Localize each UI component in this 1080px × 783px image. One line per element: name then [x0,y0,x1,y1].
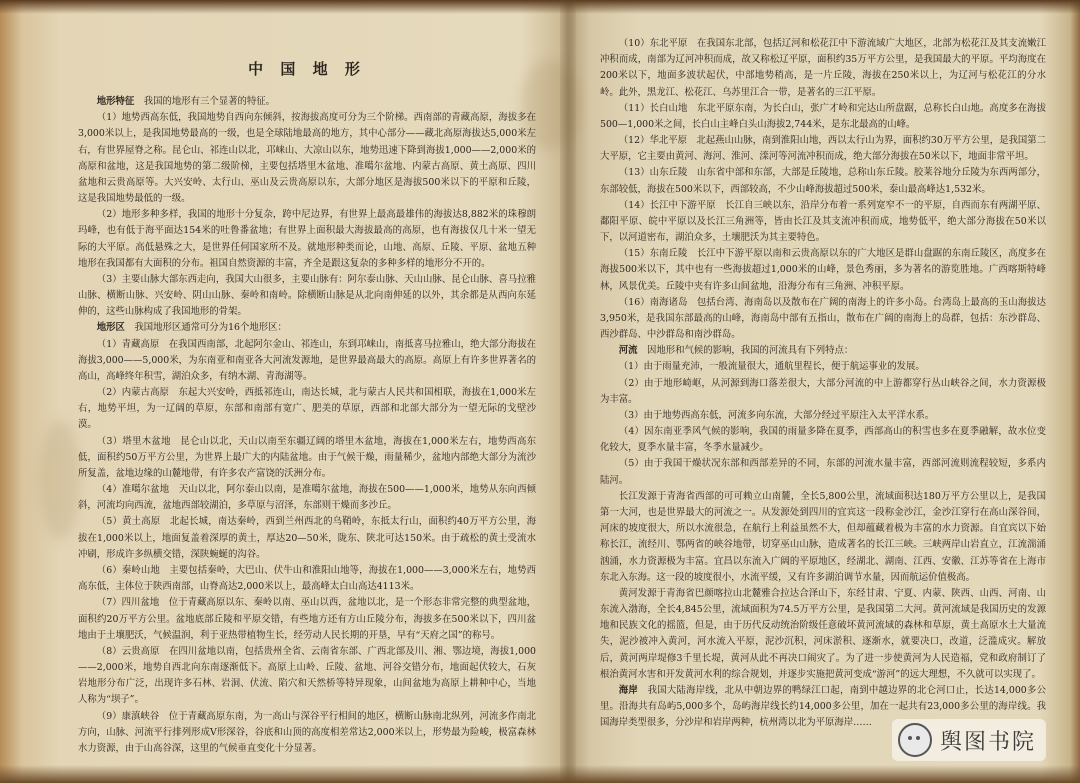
paragraph-text: （8）云贵高原 在四川盆地以南，包括贵州全省、云南省东部、广西北部及川、湘、鄂边境，海拔1,000——2,000米，地势自西北向东南逐渐低下。高原上山岭、丘陵、盆地、河谷交错分布，地面起伏较大，石灰岩地形分布广泛，出现许多石林、岩洞、伏流、陷穴和天然桥等特异现象，山间盆地为高原上耕种中心，当地人称为“坝子”。 [78,645,536,706]
section-heading: 河流 [618,345,638,357]
paragraph [600,489,1046,586]
watermark-text: 舆图书院 [939,729,1036,755]
paragraph [600,376,1046,408]
paragraph-text: （7）四川盆地 位于青藏高原以东、秦岭以南、巫山以西，盆地以北，是一个形态非常完整的典型盆地，面积约20万平方公里。盆地底部丘陵和平原交错，有些地方还有方山丘陵分布，海拔多在500米以下，四川盆地由于土壤肥沃，气候温润，利于亚热带植物生长，经劳动人民长期的开垦，早有“天府之国”的称号。 [78,597,536,641]
wechat-icon [898,723,932,757]
paragraph [78,644,536,709]
paragraph [78,595,536,644]
paragraph [78,709,536,758]
right-page [600,36,1046,731]
right-page-body [600,36,1046,731]
paragraph-text: （13）山东丘陵 山东省中部和东部，大部是丘陵地，总称山东丘陵。胶莱谷地分丘陵为东西两部分，东部较低，海拔在500米以下，西部较高，不少山峰海拔超过500米，泰山最高峰达1,532米。 [600,167,1046,195]
paragraph-text: （16）南海诸岛 包括台湾、海南岛以及散布在广阔的南海上的许多小岛。台湾岛上最高的玉山海拔达3,950米，是我国东部最高的山峰，海南岛中部有五指山，散布在广阔的南海上的岛群，包括：东沙群岛、西沙群岛、中沙群岛和南沙群岛。 [600,296,1046,341]
paragraph-text: （3）由于地势西高东低，河流多向东流，大部分经过平原注入太平洋水系。 [618,409,935,421]
paragraph-text: （2）内蒙古高原 东起大兴安岭，西抵祁连山，南达长城，北与蒙古人民共和国相联，海拔在1,000米左右，地势平坦，为一辽阔的草原，东部和南部有宽广、肥美的草原，西部和北部大部分为一望无际的戈壁沙漠。 [78,387,536,431]
paragraph [600,359,1046,375]
paragraph [600,586,1046,683]
paragraph-text: （3）塔里木盆地 昆仑山以北，天山以南至东疆辽阔的塔里木盆地，海拔在1,000米左右，地势西高东低，面积约50万平方公里，为世界上最广大的内陆盆地。由于气候干燥，雨量稀少，盆地内部绝大部分为流沙所复盖，盆地边缘的山麓地带，有许多农产富饶的沃洲分布。 [78,435,536,479]
paragraph [600,424,1046,456]
paragraph [78,94,536,110]
left-page-body [78,94,536,757]
paragraph [600,295,1046,344]
paragraph-text: （12）华北平原 北起燕山山脉，南到淮阳山地，西以太行山为界，面积约30万平方公里，是我国第二大平原，它主要由黄河、海河、淮河、滦河等河流冲积而成，绝大部分海拔在50米以下，地面非常平坦。 [600,135,1046,163]
paragraph-text: （1）地势西高东低，我国地势自西向东倾斜，按海拔高度可分为三个阶梯。西南部的青藏高原，海拔多在3,000米以上，是我国地势最高的一级，也是全球陆地最高的地方，其中心部分——藏北高原海拔达5,000米左右，有世界屋脊之称。昆仑山、祁连山以北，邛崃山、大凉山以东，地势迅速下降到海拔1,000——2,000米的高原和盆地，这是我国地势的第二级阶梯，主要包括塔里木盆地、准噶尔盆地、内蒙古高原、黄土高原、四川盆地和云贵高原等。大兴安岭、太行山、巫山及云贵高原以东，大部分地区是海拔500米以下的平原和丘陵，这是我国地势最低的一级。 [78,112,536,205]
paragraph-text: 我国地形区通常可分为16个地形区： [134,322,287,334]
page-title: 中 国 地 形 [248,60,366,78]
paper-stain [40,420,80,540]
paragraph-text: （2）地形多种多样，我国的地形十分复杂，跨中尼边界，有世界上最高最雄伟的海拔达8,882米的珠穆朗玛峰，也有低于海平面达154米的吐鲁番盆地；有世界上面积最大海拔最高的高原，也有海拔仅几十米一望无际的大平原。高低悬殊之大，是世界任何国家所不及。就地形种类而论，山地、高原、丘陵、平原、盆地五种地形在我国都有大面积的分布。祖国自然资源的丰富，齐全是跟这复杂的多种多样的地形分不开的。 [78,209,536,269]
paragraph [78,514,536,563]
paragraph-text: （14）长江中下游平原 长江自三峡以东，沿岸分布着一系列宽窄不一的平原，自西而东有两湖平原、鄱阳平原、皖中平原以及长江三角洲等，皆由长江及其支流冲积而成，地势低平，绝大部分海拔在50米以下，以河道密布，湖泊众多，土壤肥沃为其主要特色。 [600,199,1046,244]
paragraph [78,272,536,321]
paragraph-text: （3）主要山脉大部东西走向，我国大山很多，主要山脉有：阿尔泰山脉、天山山脉、昆仑山脉、喜马拉雅山脉、横断山脉、兴安岭、阴山山脉、秦岭和南岭。除横断山脉是从北向南伸延的以外，其余都是从西向东延伸的，这些山脉构成了我国地形的骨架。 [78,273,536,318]
paragraph [78,337,536,386]
paragraph-text: 我国的地形有三个显著的特征。 [143,96,275,107]
left-page [78,46,536,757]
paragraph-text: （4）准噶尔盆地 天山以北，阿尔泰山以南，是准噶尔盆地，海拔在500——1,000米，地势从东向西倾斜，河流均向西流，盆地西部较湖泊，多草原与沼泽，东部则干燥而多沙丘。 [78,484,536,512]
paragraph [600,456,1046,488]
paragraph [78,320,536,336]
section-heading: 地形特征 [96,96,135,107]
paragraph [78,110,536,207]
section-heading: 地形区 [96,322,125,334]
paragraph-text: （4）因东南亚季风气候的影响，我国的雨量多降在夏季，西部高山的积雪也多在夏季融解，故水位变化较大，夏季水量丰富，冬季水量减少。 [600,426,1046,454]
paragraph-text: 长江发源于青海省西部的可可赖立山南麓，全长5,800公里，流域面积达180万平方公里以上，是我国第一大河，也是世界最大的河流之一。从发源处到四川的宜宾这一段称金沙江，金沙江穿行在高山深谷间，河床的坡度很大，所以水流很急，在航行上利益虽然不大，但却蕴藏着极为丰富的水力资源。自宜宾以下始称长江，流经川、鄂两省的峡谷地带，切穿巫山山脉，造成著名的长江三峡。三峡两岸山岩直立，江流湍涌汹涌，水力资源极为丰富。宜昌以东流入广阔的平原地区，经湖北、湖南、江西、安徽、江苏等省在上海市东北入东海。这一段的坡度很小，水流平缓，又有许多湖泊调节水量，因而航运价值极高。 [600,490,1046,583]
paragraph [600,101,1046,133]
paragraph [600,165,1046,197]
paragraph-text: （2）由于地形崎岖，从河源到海口落差很大，大部分河流的中上游都穿行丛山峡谷之间，水力资源极为丰富。 [600,377,1046,405]
paragraph [600,343,1046,359]
paragraph-text: 因地形和气候的影响，我国的河流具有下列特点： [646,345,854,357]
paragraph-text: （9）康滇峡谷 位于青藏高原东南，为一高山与深谷平行相间的地区，横断山脉南北纵列，河流多作南北方向，山脉、河流平行排列形成V形深谷，谷底和山顶的高度相差常达2,000米以上，形势最为险峻，极富森林水力资源，由于山高谷深，这里的气候垂直变化十分显著。 [78,710,536,754]
paragraph-text: 黄河发源于青海省巴颜喀拉山北麓雅合拉达合泽山下，东经甘肃、宁夏、内蒙、陕西、山西、河南、山东流入渤海，全长4,845公里，流域面积为74.5万平方公里，是我国第二大河。黄河流域是我国历史的发源地和民族文化的摇篮，但是，由于历代反动统治阶级任意破坏黄河流域的森林和草原，黄土高原水土大量流失，泥沙被冲入黄河，河水流入平原，泥沙沉积，河床淤积、逐渐水，就要决口，改道，泛滥成灾。解放后，黄河两岸堤修3千里长堤，黄河从此不再决口闹灾了。为了进一步使黄河为人民造福，党和政府制订了根治黄河水害和开发黄河水利的综合规划，并逐步实施把黄河变成“游河”的远大理想，不久就可以实现了。 [600,587,1046,680]
paragraph [78,434,536,483]
page-edge-top [0,0,1080,14]
paragraph-text: （10）东北平原 在我国东北部，包括辽河和松花江中下游流域广大地区，北部为松花江及其支流嫩江冲积而成，南部为辽河冲积而成，故又称松辽平原，面积约35万平方公里，是我国最大的平原。平均海度在200米以下，地面多波状起伏，中部地势稍高，是一片丘陵，海拔在250米以上，为辽河与松花江的分水岭。此外，黑龙江、松花江、乌苏里江合一带，是著名的三江平原。 [600,38,1046,98]
paragraph-text: （1）青藏高原 在我国西南部，北起阿尔金山、祁连山，东到邛崃山，南抵喜马拉雅山，绝大部分海拔在海拔3,000——5,000米，为东南亚和南亚各大河流发源地，是世界最高最大的高原。高原上有许多世界著名的高山，高峰终年积雪，湖泊众多，有纳木湖、青海湖等。 [78,338,536,382]
paragraph [600,408,1046,424]
paragraph [600,246,1046,295]
section-heading: 海岸 [618,684,639,696]
paragraph [78,563,536,595]
watermark [892,719,1046,761]
book-gutter [560,0,576,783]
page-edge-bottom [0,765,1080,783]
paragraph-text: （6）秦岭山地 主要包括秦岭，大巴山、伏牛山和淮阳山地等，海拔在1,000——3,000米左右，地势西高东低，主体位于陕西南部，山脊高达2,000米以上，最高峰太白山高达4113米。 [78,564,536,593]
paragraph [78,385,536,434]
paragraph-text: 我国大陆海岸线，北从中朝边界的鸭绿江口起，南到中越边界的北仑河口止，长达14,000多公里。沿海共有岛屿5,000多个，岛屿海岸线长约14,000多公里，加在一起共有23,000多公里的海岸线。我国海岸类型很多，分沙岸和岩岸两种，杭州湾以北为平原海岸…… [600,684,1046,729]
paragraph [78,482,536,514]
paragraph [600,133,1046,165]
paragraph [600,198,1046,247]
paragraph [78,207,536,272]
paragraph-text: （5）由于我国干燥状况东部和西部差异的不同，东部的河流水量丰富，西部河流则流程较短，多系内陆河。 [600,458,1046,486]
paragraph-text: （5）黄土高原 北起长城，南达秦岭，西到兰州西北的乌鞘岭，东抵太行山，面积约40万平方公里，海拔在1,000米以上，地面复盖着深厚的黄土，厚达20—50米，陇东、陕北可达150米。由于疏松的黄土受流水冲刷，形成许多纵横交错，深陕蜿蜒的沟谷。 [78,516,536,560]
paragraph-text: （1）由于雨量充沛，一般流量很大，通航里程长，便于航运事业的发展。 [618,361,925,373]
paragraph [600,36,1046,101]
paragraph-text: （15）东南丘陵 长江中下游平原以南和云贵高原以东的广大地区是群山盘踞的东南丘陵区，高度多在海拔500米以下，其中也有一些海拔超过1,000米的山峰，景色秀丽，多为著名的游览胜地。广西喀斯特峰林，风景优美。丘陵中夹有许多山间盆地，沿海分布有三角洲、冲积平原。 [600,248,1046,292]
paragraph-text: （11）长白山地 东北平原东南，为长白山，张广才岭和完达山所盘踞，总称长白山地。高度多在海拔500—1,000米之间，长白山主峰白头山海拔2,744米，是东北最高的山峰。 [600,102,1046,130]
